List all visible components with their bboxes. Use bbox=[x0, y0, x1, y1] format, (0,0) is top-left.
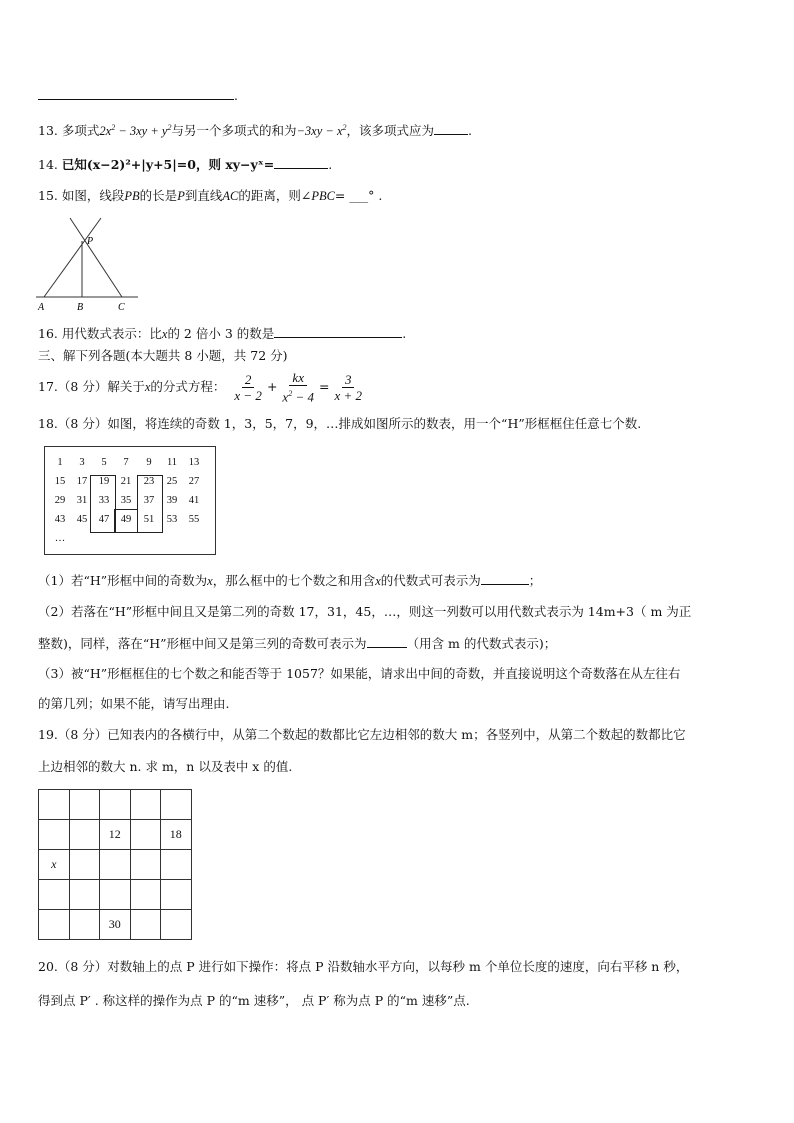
question-18: 18.（8 分）如图，将连续的奇数 1，3，5，7，9，…排成如图所示的数表，用一个“H”形框框住任意七个数. bbox=[38, 416, 642, 431]
h-frame-part bbox=[114, 509, 138, 533]
grid-row bbox=[39, 910, 192, 940]
table-cell: 41 bbox=[188, 495, 200, 506]
q12-tail: . bbox=[38, 86, 238, 105]
table-cell: 15 bbox=[54, 476, 66, 487]
expr-13a: $2x^2 - 3xy + y^2$ bbox=[99, 123, 172, 139]
grid-cell bbox=[39, 790, 70, 820]
fraction-2-den: $x^2 - 4$ bbox=[282, 389, 314, 405]
grid-cell bbox=[69, 880, 100, 910]
grid-cell bbox=[161, 790, 192, 820]
grid-cell bbox=[39, 910, 70, 940]
table-cell: 3 bbox=[79, 457, 85, 468]
table-cell: 17 bbox=[76, 476, 88, 487]
table-cell: 37 bbox=[143, 495, 155, 506]
table-cell: 33 bbox=[98, 495, 110, 506]
label-p: P bbox=[87, 236, 94, 247]
table-cell: 5 bbox=[101, 457, 107, 468]
grid-cell bbox=[39, 820, 70, 850]
table-cell: 25 bbox=[166, 476, 178, 487]
odd-number-table bbox=[44, 446, 216, 555]
h-frame-part bbox=[90, 475, 116, 533]
grid-cell bbox=[130, 910, 161, 940]
table-cell: 27 bbox=[188, 476, 200, 487]
question-18-3-line1: （3）被“H”形框框住的七个数之和能否等于 1057？如果能，请求出中间的奇数，并直接说明这个奇数落在从左往右 bbox=[38, 666, 681, 681]
table-cell: 51 bbox=[143, 514, 155, 525]
fraction-2: $\frac{kx}{x^2 - 4}$ bbox=[279, 370, 317, 404]
question-13: 13. 多项式$2x^2 - 3xy + y^2$与另一个多项式的和为$-3xy - x^2$，该多项式应为 . bbox=[38, 123, 472, 139]
question-18-1: （1）若“H”形框中间的奇数为x，那么框中的七个数之和用含x的代数式可表示为 ； bbox=[38, 573, 542, 588]
fraction-1: $\frac{2}{x - 2}$ bbox=[234, 372, 262, 403]
figure-15-triangle bbox=[34, 214, 144, 312]
answer-blank bbox=[274, 155, 328, 169]
table-cell: 31 bbox=[76, 495, 88, 506]
question-17: 17.（8 分）解关于x的分式方程： $\frac{2}{x - 2}$ + $\frac{kx}{x^2 - 4}$ = $\frac{3}{x + 2}$ bbox=[38, 368, 367, 406]
table-cell: 7 bbox=[123, 457, 129, 468]
table-cell: 47 bbox=[98, 514, 110, 525]
grid-cell bbox=[100, 790, 131, 820]
answer-blank bbox=[434, 121, 468, 135]
grid-19 bbox=[38, 789, 192, 940]
table-ellipsis: … bbox=[54, 533, 66, 544]
section-heading: 三、解下列各题(本大题共 8 小题，共 72 分) bbox=[38, 348, 288, 363]
grid-cell: x bbox=[39, 850, 70, 880]
line-pc bbox=[70, 218, 122, 297]
grid-row bbox=[39, 850, 192, 880]
table-cell: 1 bbox=[57, 457, 63, 468]
grid-cell: 18 bbox=[161, 820, 192, 850]
question-20-line2: 得到点 P′ . 称这样的操作为点 P 的“m 速移”， 点 P′ 称为点 P 的“m 速移”点. bbox=[38, 993, 470, 1008]
table-cell: 23 bbox=[143, 476, 155, 487]
answer-blank bbox=[38, 86, 234, 100]
h-frame-part bbox=[137, 475, 163, 533]
table-cell: 45 bbox=[76, 514, 88, 525]
grid-cell bbox=[161, 880, 192, 910]
label-b: B bbox=[77, 302, 84, 312]
label-c: C bbox=[118, 302, 125, 312]
grid-cell bbox=[130, 850, 161, 880]
grid-cell bbox=[69, 850, 100, 880]
grid-cell bbox=[69, 790, 100, 820]
grid-cell bbox=[100, 880, 131, 910]
table-cell: 35 bbox=[120, 495, 132, 506]
grid-cell bbox=[39, 880, 70, 910]
grid-cell bbox=[69, 910, 100, 940]
grid-cell bbox=[100, 850, 131, 880]
table-cell: 11 bbox=[166, 457, 178, 468]
grid-cell bbox=[161, 910, 192, 940]
table-cell: 39 bbox=[166, 495, 178, 506]
answer-blank bbox=[274, 324, 402, 338]
grid-cell bbox=[161, 850, 192, 880]
grid-cell bbox=[130, 820, 161, 850]
label-a: A bbox=[38, 302, 45, 312]
grid-cell bbox=[69, 820, 100, 850]
line-pa bbox=[44, 218, 101, 297]
table-cell: 19 bbox=[98, 476, 110, 487]
expr-13b: $-3xy - x^2$ bbox=[296, 123, 347, 139]
grid-row bbox=[39, 790, 192, 820]
question-18-2-line1: （2）若落在“H”形框中间且又是第二列的奇数 17，31，45，…，则这一列数可以用代数式表示为 14m+3（ m 为正 bbox=[38, 604, 692, 619]
table-cell: 13 bbox=[188, 457, 200, 468]
table-cell: 9 bbox=[146, 457, 152, 468]
question-19-line2: 上边相邻的数大 n. 求 m，n 以及表中 x 的值. bbox=[38, 759, 293, 774]
question-16: 16. 用代数式表示：比x的 2 倍小 3 的数是 . bbox=[38, 326, 407, 341]
question-15: 15. 如图，线段PB的长是P到直线AC的距离，则∠PBC= ___° . bbox=[38, 188, 383, 203]
question-19-line1: 19.（8 分）已知表内的各横行中，从第二个数起的数都比它左边相邻的数大 m；各竖列中，从第二个数起的数都比它 bbox=[38, 727, 686, 742]
table-cell: 43 bbox=[54, 514, 66, 525]
question-14: 14. 已知(x−2)²+|y+5|=0，则 xy−yˣ= . bbox=[38, 157, 333, 172]
table-cell: 55 bbox=[188, 514, 200, 525]
table-cell: 21 bbox=[120, 476, 132, 487]
answer-blank bbox=[481, 571, 529, 585]
table-cell: 53 bbox=[166, 514, 178, 525]
question-18-3-line2: 的第几列；如果不能，请写出理由. bbox=[38, 696, 230, 711]
question-20-line1: 20.（8 分）对数轴上的点 P 进行如下操作：将点 P 沿数轴水平方向，以每秒 m 个单位长度的速度，向右平移 n 秒， bbox=[38, 959, 689, 974]
grid-row bbox=[39, 880, 192, 910]
answer-blank bbox=[367, 634, 407, 648]
question-18-2-line2: 整数)，同样，落在“H”形框中间又是第三列的奇数可表示为 （用含 m 的代数式表示)； bbox=[38, 636, 557, 651]
grid-row bbox=[39, 820, 192, 850]
table-cell: 29 bbox=[54, 495, 66, 506]
grid-cell bbox=[130, 790, 161, 820]
grid-cell: 12 bbox=[100, 820, 131, 850]
table-cell: 49 bbox=[120, 514, 132, 525]
fraction-3: $\frac{3}{x + 2}$ bbox=[334, 372, 363, 403]
grid-cell bbox=[130, 880, 161, 910]
grid-cell: 30 bbox=[100, 910, 131, 940]
